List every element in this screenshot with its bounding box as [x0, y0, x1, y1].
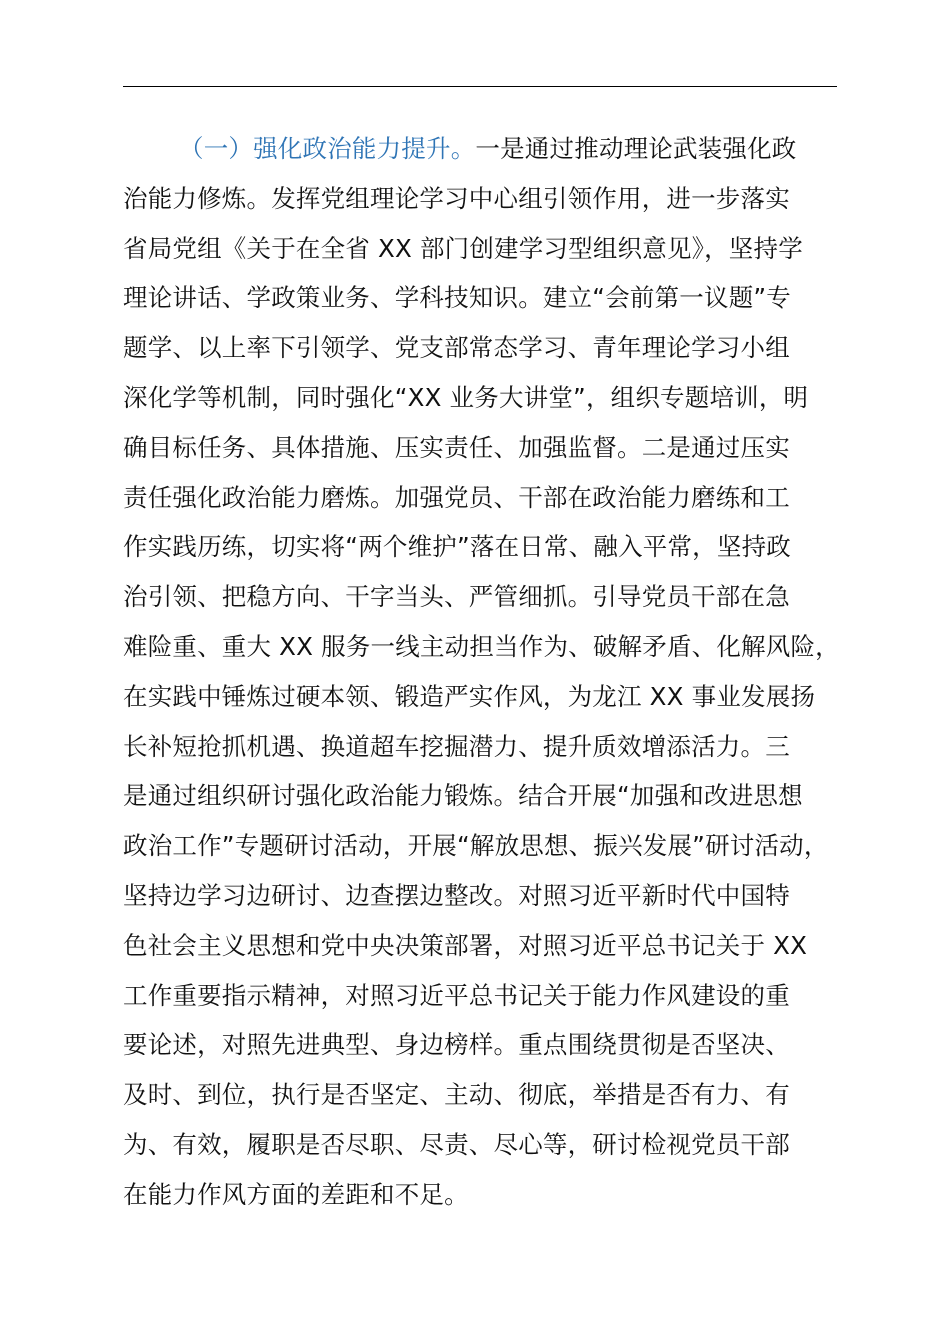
paragraph-line: 难险重、重大 XX 服务一线主动担当作为、破解矛盾、化解风险， — [123, 631, 840, 661]
paragraph-line: 在实践中锤炼过硬本领、锻造严实作风，为龙江 XX 事业发展扬 — [123, 681, 816, 711]
paragraph-line: 确目标任务、具体措施、压实责任、加强监督。二是通过压实 — [123, 432, 790, 462]
paragraph-line: 长补短抢抓机遇、换道超车挖掘潜力、提升质效增添活力。三 — [123, 731, 790, 761]
paragraph-line: 责任强化政治能力磨炼。加强党员、干部在政治能力磨练和工 — [123, 482, 790, 512]
first-line-text: 一是通过推动理论武装强化政 — [475, 134, 797, 163]
paragraph-line: 要论述，对照先进典型、身边榜样。重点围绕贯彻是否坚决、 — [123, 1030, 790, 1060]
paragraph-line: 治能力修炼。发挥党组理论学习中心组引领作用，进一步落实 — [123, 183, 790, 213]
paragraph-line: 及时、到位，执行是否坚定、主动、彻底，举措是否有力、有 — [123, 1080, 790, 1110]
header-rule — [123, 86, 837, 87]
paragraph-line: 政治工作”专题研讨活动，开展“解放思想、振兴发展”研讨活动， — [123, 831, 829, 861]
paragraph-line: 色社会主义思想和党中央决策部署，对照习近平总书记关于 XX — [123, 930, 808, 960]
paragraph-line: 省局党组《关于在全省 XX 部门创建学习型组织意见》，坚持学 — [123, 233, 803, 263]
paragraph-first-line — [123, 124, 837, 174]
paragraph-line: 深化学等机制，同时强化“XX 业务大讲堂”，组织专题培训，明 — [123, 382, 809, 412]
paragraph-line: 为、有效，履职是否尽职、尽责、尽心等，研讨检视党员干部 — [123, 1129, 790, 1159]
paragraph-line: 题学、以上率下引领学、党支部常态学习、青年理论学习小组 — [123, 333, 790, 363]
paragraph-line: 理论讲话、学政策业务、学科技知识。建立“会前第一议题”专 — [123, 283, 791, 313]
document-body — [123, 124, 840, 1220]
paragraph-line: 治引领、把稳方向、干字当头、严管细抓。引导党员干部在急 — [123, 582, 790, 612]
paragraph-line: 坚持边学习边研讨、边查摆边整改。对照习近平新时代中国特 — [123, 880, 790, 910]
paragraph-line: 在能力作风方面的差距和不足。 — [123, 1179, 469, 1209]
paragraph-line: 工作重要指示精神，对照习近平总书记关于能力作风建设的重 — [123, 980, 790, 1010]
section-heading: （一）强化政治能力提升。 — [179, 134, 476, 163]
paragraph-line: 作实践历练，切实将“两个维护”落在日常、融入平常，坚持政 — [123, 532, 791, 562]
paragraph-line: 是通过组织研讨强化政治能力锻炼。结合开展“加强和改进思想 — [123, 781, 803, 811]
